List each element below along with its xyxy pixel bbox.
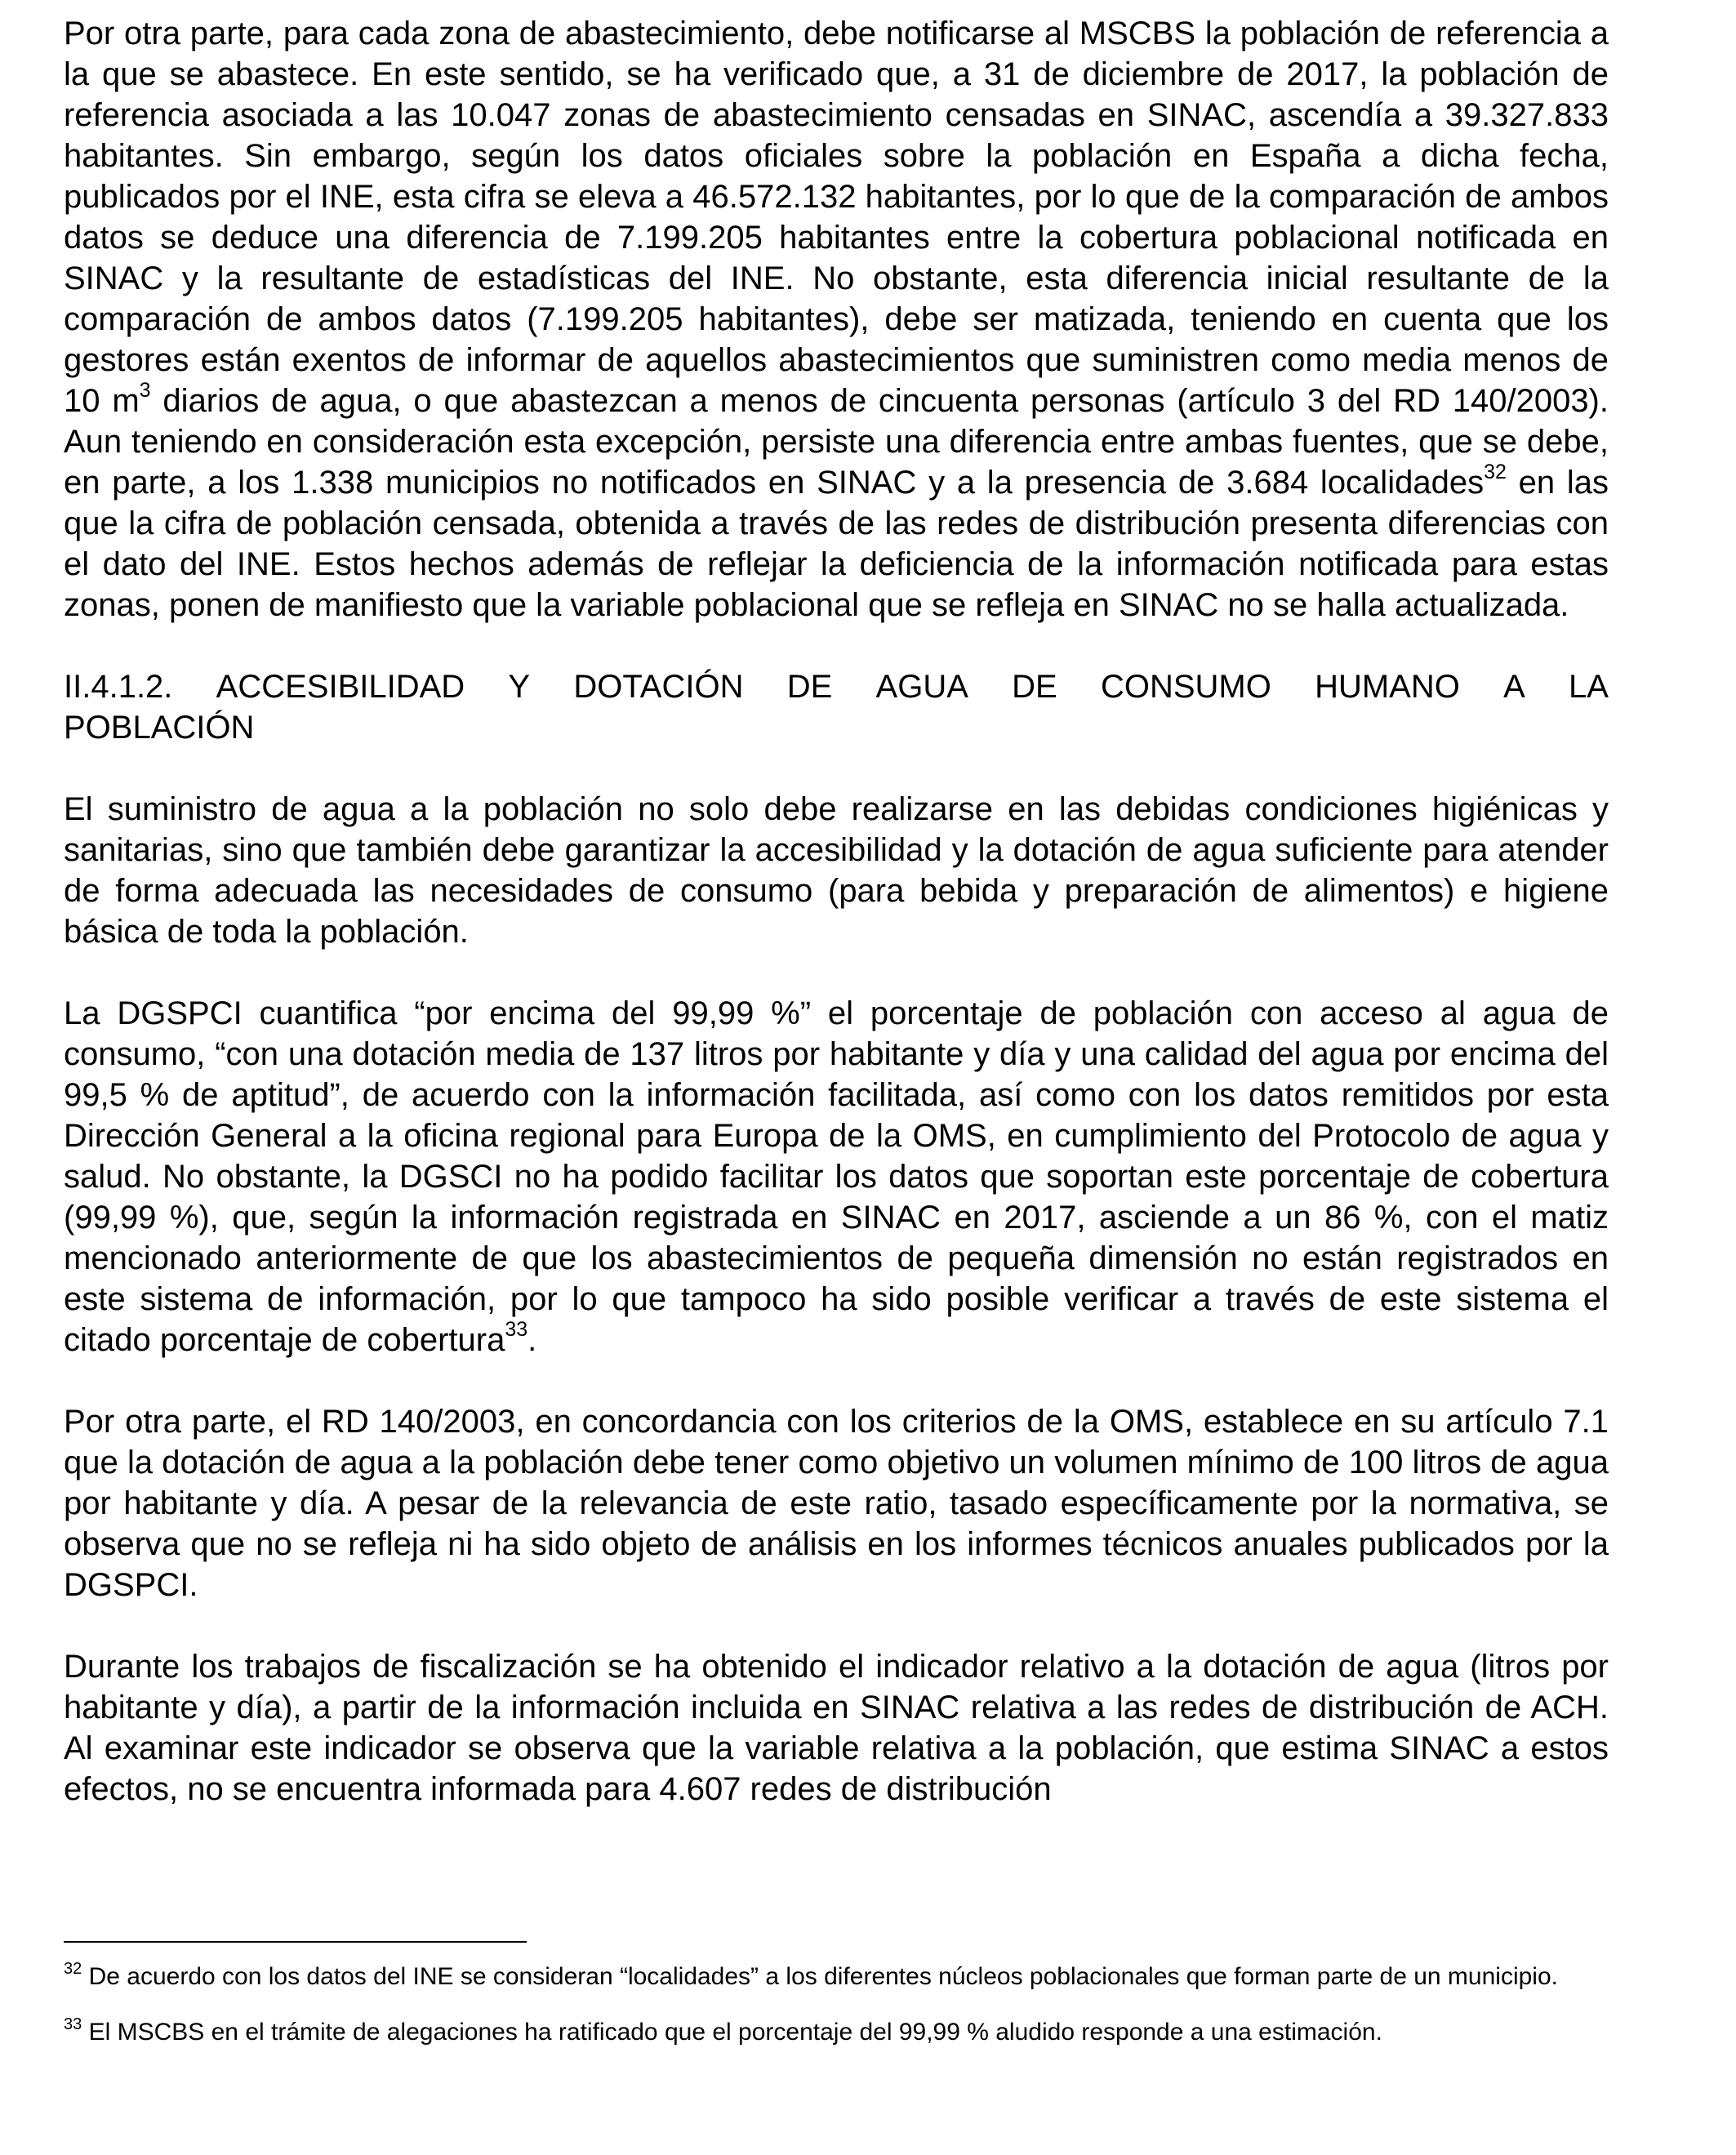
footnote-32	[64, 1961, 1609, 1992]
paragraph-text: La DGSPCI cuantifica “por encima del 99,99 %” el porcentaje de población con acceso al agua de consumo, “con una dotación media de 137 litros por habitante y día y una calidad del agua por encima del 99,5 % de aptitud”, de acuerdo con la información facilitada, así como con los datos remitidos por esta Dirección General a la oficina regional para Europa de la OMS, en cumplimiento del Protocolo de agua y salud. No obstante, la DGSCI no ha podido facilitar los datos que soportan este porcentaje de cobertura (99,99 %), que, según la información registrada en SINAC en 2017, asciende a un 86 %, con el matiz mencionado anteriormente de que los abastecimientos de pequeña dimensión no están registrados en este sistema de información, por lo que tampoco ha sido posible verificar a través de este sistema el citado porcentaje de cobertura	[64, 995, 1609, 1358]
section-number: II.4.1.2.	[64, 669, 173, 705]
footnotes	[64, 1961, 1609, 2048]
paragraph-text: diarios de agua, o que abastezcan a menos de cincuenta personas (artículo 3 del RD 140/2003). Aun teniendo en consideración esta excepción, persiste una diferencia entre ambas fuentes, que se debe, en parte, a los 1.338 municipios no notificados en SINAC y a la presencia de 3.684 localidades	[64, 383, 1609, 501]
heading-word: ACCESIBILIDAD	[216, 669, 465, 705]
footnote-text: El MSCBS en el trámite de alegaciones ha ratificado que el porcentaje del 99,99 % aludido responde a una estimación.	[82, 2019, 1382, 2046]
heading-word: Y	[508, 669, 531, 705]
footnote-number: 33	[64, 2015, 82, 2033]
heading-word: AGUA	[875, 669, 968, 705]
footnote-ref-32[interactable]: 32	[1484, 461, 1507, 483]
heading-word: DE	[1012, 669, 1057, 705]
footnote-ref-33[interactable]: 33	[505, 1318, 528, 1341]
paragraph-text: Por otra parte, para cada zona de abastecimiento, debe notificarse al MSCBS la población de referencia a la que se abastece. En este sentido, se ha verificado que, a 31 de diciembre de 2017, la población de referencia asociada a las 10.047 zonas de abastecimiento censadas en SINAC, ascendía a 39.327.833 habitantes. Sin embargo, según los datos oficiales sobre la población en España a dicha fecha, publicados por el INE, esta cifra se eleva a 46.572.132 habitantes, por lo que de la comparación de ambos datos se deduce una diferencia de 7.199.205 habitantes entre la cobertura poblacional notificada en SINAC y la resultante de estadísticas del INE. No obstante, esta diferencia inicial resultante de la comparación de ambos datos (7.199.205 habitantes), debe ser matizada, teniendo en cuenta que los gestores están exentos de informar de aquellos abastecimientos que suministren como media menos de 10 m	[64, 16, 1609, 419]
heading-word: DOTACIÓN	[573, 669, 744, 705]
paragraph-water-supply: El suministro de agua a la población no solo debe realizarse en las debidas condiciones higiénicas y sanitarias, sino que también debe garantizar la accesibilidad y la dotación de agua suficiente para atender de forma adecuada las necesidades de consumo (para bebida y preparación de alimentos) e higiene básica de toda la población.	[64, 791, 1609, 950]
paragraph-population-reference	[64, 13, 1609, 626]
footnote-separator	[64, 1941, 527, 1943]
paragraph-rd-140: Por otra parte, el RD 140/2003, en concordancia con los criterios de la OMS, establece en su artículo 7.1 que la dotación de agua a la población debe tener como objetivo un volumen mínimo de 100 litros de agua por habitante y día. A pesar de la relevancia de este ratio, tasado específicamente por la normativa, se observa que no se refleja ni ha sido objeto de análisis en los informes técnicos anuales publicados por la DGSPCI.	[64, 1404, 1609, 1603]
footnote-text: De acuerdo con los datos del INE se consideran “localidades” a los diferentes núcleos poblacionales que forman parte de un municipio.	[82, 1963, 1558, 1990]
footnote-number: 32	[64, 1960, 82, 1978]
paragraph-text: en las que la cifra de población censada, obtenida a través de las redes de distribución presenta diferencias con el dato del INE. Estos hechos además de reflejar la deficiencia de la información notificada para estas zonas, ponen de manifiesto que la variable poblacional que se refleja en SINAC no se halla actualizada.	[64, 465, 1609, 623]
heading-word: LA	[1569, 669, 1609, 705]
paragraph-indicator: Durante los trabajos de fiscalización se ha obtenido el indicador relativo a la dotación de agua (litros por habitante y día), a partir de la información incluida en SINAC relativa a las redes de distribución de ACH. Al examinar este indicador se observa que la variable relativa a la población, que estima SINAC a estos efectos, no se encuentra informada para 4.607 redes de distribución	[64, 1649, 1609, 1807]
section-heading-line2: POBLACIÓN	[64, 710, 255, 746]
heading-word: HUMANO	[1315, 669, 1460, 705]
paragraph-coverage	[64, 993, 1609, 1360]
paragraph-text: .	[527, 1322, 537, 1358]
heading-word: A	[1503, 669, 1525, 705]
footnote-33	[64, 2017, 1609, 2048]
section-heading	[64, 666, 1609, 748]
heading-word: DE	[786, 669, 833, 705]
superscript-cubic: 3	[139, 379, 151, 402]
section-heading-line1	[64, 666, 1609, 707]
document-body	[64, 13, 1609, 1810]
heading-word: CONSUMO	[1100, 669, 1271, 705]
